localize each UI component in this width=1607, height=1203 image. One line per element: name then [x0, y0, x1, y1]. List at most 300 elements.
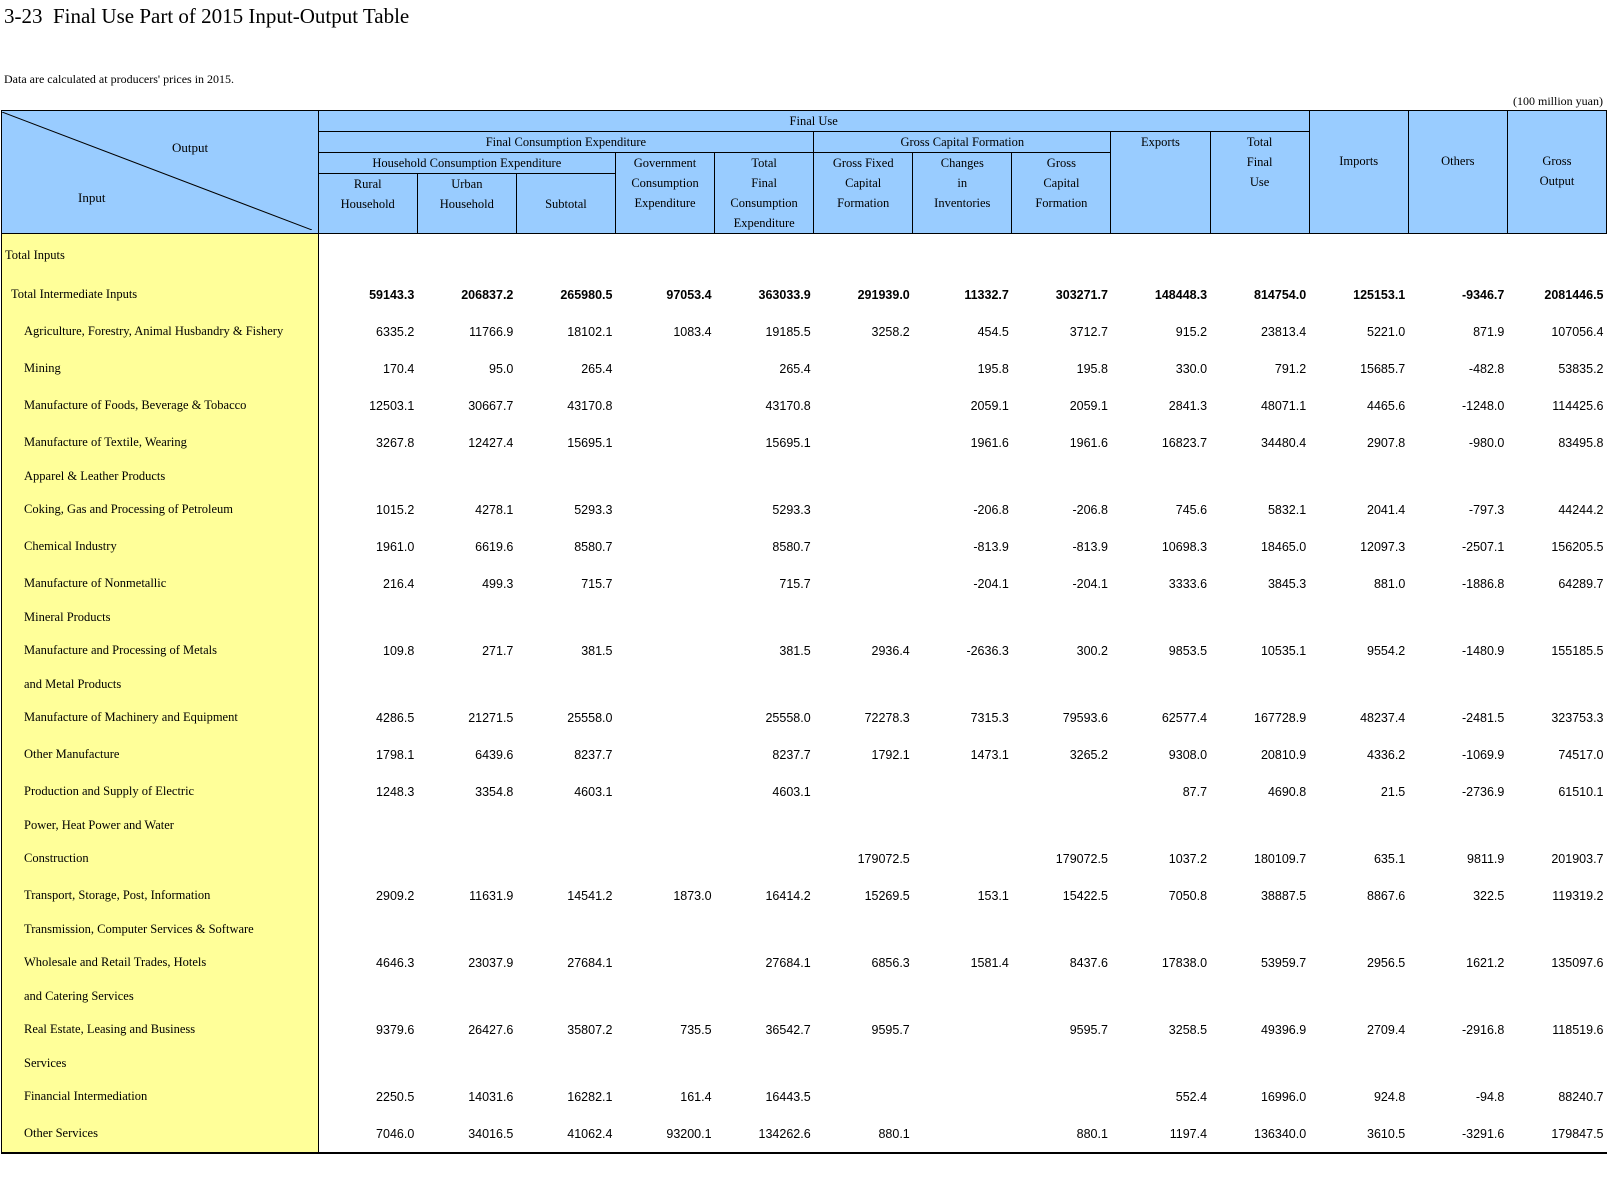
value-cell [913, 1115, 1012, 1153]
final-consumption-header: Final Consumption Expenditure [318, 132, 813, 153]
row-label: Transmission, Computer Services & Software [2, 914, 319, 944]
tfce-line-2: Final [751, 176, 777, 190]
value-cell [1309, 602, 1408, 632]
value-cell [1507, 810, 1606, 840]
value-cell: 265980.5 [560, 287, 613, 302]
value-cell [1309, 981, 1408, 1011]
value-cell: 18102.1 [567, 324, 613, 339]
value-cell [913, 1048, 1012, 1078]
value-cell [1408, 810, 1507, 840]
value-cell [516, 810, 615, 840]
value-cell [1111, 669, 1210, 699]
table-row [2, 1115, 1607, 1153]
exports-header: Exports [1111, 132, 1210, 234]
value-cell [1507, 669, 1606, 699]
value-cell [913, 914, 1012, 944]
value-cell: 10698.3 [1161, 539, 1208, 554]
unit-label: (100 million yuan) [1513, 94, 1603, 108]
value-cell: -797.3 [1468, 502, 1505, 517]
value-cell [814, 669, 913, 699]
value-cell: 12097.3 [1360, 539, 1406, 554]
row-label: Coking, Gas and Processing of Petroleum [2, 491, 319, 528]
value-cell: 119319.2 [1552, 888, 1604, 903]
table-row [2, 699, 1607, 736]
value-cell: 15422.5 [1062, 888, 1108, 903]
value-cell [1210, 669, 1309, 699]
value-cell: 25558.0 [567, 710, 613, 725]
value-cell [1111, 234, 1210, 277]
row-label: Mineral Products [2, 602, 319, 632]
urban-line-2: Household [439, 197, 494, 211]
value-cell: 11766.9 [469, 324, 514, 339]
row-label: Construction [2, 840, 319, 877]
value-cell: 6335.2 [376, 324, 415, 339]
table-row-continuation [2, 1048, 1607, 1078]
value-cell [1408, 602, 1507, 632]
value-cell: 265.4 [581, 361, 613, 376]
government-header [615, 153, 714, 234]
value-cell [1507, 461, 1606, 491]
table-row [2, 528, 1607, 565]
value-cell: 9379.6 [376, 1022, 415, 1037]
value-cell [516, 1048, 615, 1078]
value-cell: 499.3 [482, 576, 514, 591]
corner-header-cell [2, 111, 319, 234]
value-cell: 44244.2 [1558, 502, 1604, 517]
value-cell: 153.1 [977, 888, 1009, 903]
value-cell: 1581.4 [970, 955, 1009, 970]
gross-output-line-1: Gross [1542, 154, 1572, 168]
value-cell: -2481.5 [1461, 710, 1505, 725]
value-cell [913, 234, 1012, 277]
value-cell: 1621.2 [1466, 955, 1505, 970]
value-cell: 4336.2 [1367, 747, 1406, 762]
value-cell [1111, 602, 1210, 632]
value-cell: 2956.5 [1367, 955, 1406, 970]
value-cell: 4690.8 [1267, 784, 1307, 799]
ci-line-3: Inventories [934, 196, 991, 210]
value-cell [615, 699, 714, 736]
value-cell: 10535.1 [1260, 643, 1307, 658]
value-cell: -2736.9 [1461, 784, 1505, 799]
value-cell: 36542.7 [765, 1022, 811, 1037]
value-cell: 16443.5 [765, 1089, 811, 1104]
value-cell: 79593.6 [1062, 710, 1108, 725]
value-cell: 4278.1 [475, 502, 514, 517]
value-cell [318, 461, 417, 491]
value-cell: 3712.7 [1069, 324, 1108, 339]
table-row [2, 632, 1607, 669]
value-cell: 3354.8 [475, 784, 514, 799]
row-label: Production and Supply of Electric [2, 773, 319, 810]
value-cell: -1886.8 [1461, 576, 1505, 591]
value-cell [1210, 914, 1309, 944]
value-cell: 12503.1 [369, 398, 415, 413]
total-final-use-header [1210, 132, 1309, 234]
value-cell [814, 565, 913, 602]
imports-header: Imports [1309, 111, 1408, 234]
value-cell [715, 981, 814, 1011]
value-cell: 59143.3 [369, 287, 415, 302]
value-cell [417, 810, 516, 840]
value-cell: -206.8 [973, 502, 1009, 517]
value-cell: 43170.8 [567, 398, 613, 413]
value-cell: 48071.1 [1260, 398, 1307, 413]
value-cell: 134262.6 [715, 1115, 814, 1153]
value-cell [715, 840, 814, 877]
value-cell: 9595.7 [871, 1022, 910, 1037]
value-cell: 9811.9 [1467, 851, 1505, 866]
value-cell: 3258.2 [871, 324, 910, 339]
value-cell [814, 461, 913, 491]
value-cell [1210, 981, 1309, 1011]
value-cell: 300.2 [1076, 643, 1108, 658]
table-row [2, 387, 1607, 424]
value-cell [615, 632, 714, 669]
table-row [2, 773, 1607, 810]
value-cell [615, 914, 714, 944]
value-cell [615, 840, 714, 877]
value-cell [715, 810, 814, 840]
value-cell: 2250.5 [376, 1089, 415, 1104]
value-cell [814, 528, 913, 565]
tfu-line-1: Total [1246, 135, 1273, 149]
table-row [2, 944, 1607, 981]
output-label: Output [172, 140, 209, 155]
value-cell: 871.9 [1473, 324, 1505, 339]
table-row [2, 350, 1607, 387]
value-cell [1012, 810, 1111, 840]
table-row [2, 491, 1607, 528]
value-cell [1210, 810, 1309, 840]
value-cell: 2907.8 [1367, 435, 1406, 450]
diagonal-line [2, 112, 312, 230]
value-cell: 136340.0 [1210, 1115, 1309, 1153]
value-cell: 1961.0 [376, 539, 415, 554]
value-cell: 30667.7 [468, 398, 514, 413]
value-cell: 62577.4 [1161, 710, 1208, 725]
row-label: Other Services [2, 1115, 319, 1153]
value-cell: -482.8 [1468, 361, 1505, 376]
gcf-line-2: Capital [1043, 176, 1080, 190]
value-cell [814, 810, 913, 840]
value-cell: 5221.0 [1367, 324, 1406, 339]
value-cell [318, 602, 417, 632]
value-cell: 15269.5 [864, 888, 910, 903]
value-cell: 95.0 [489, 361, 514, 376]
value-cell [615, 810, 714, 840]
value-cell [615, 773, 714, 810]
value-cell: 3333.6 [1168, 576, 1208, 591]
row-label: and Catering Services [2, 981, 319, 1011]
value-cell: 2059.1 [970, 398, 1009, 413]
value-cell [1408, 461, 1507, 491]
value-cell: -980.0 [1468, 435, 1505, 450]
value-cell [1408, 669, 1507, 699]
value-cell: 25558.0 [765, 710, 811, 725]
value-cell: 881.0 [1373, 576, 1406, 591]
value-cell: 552.4 [1175, 1089, 1208, 1104]
tfu-line-2: Final [1246, 155, 1273, 169]
row-label: Manufacture of Nonmetallic [2, 565, 319, 602]
value-cell: 8237.7 [772, 747, 811, 762]
value-cell: 179847.5 [1507, 1115, 1606, 1153]
value-cell: 3610.5 [1309, 1115, 1408, 1153]
value-cell: 26427.6 [468, 1022, 514, 1037]
value-cell [318, 981, 417, 1011]
table-row-continuation [2, 981, 1607, 1011]
value-cell: 14541.2 [567, 888, 613, 903]
value-cell: 715.7 [581, 576, 613, 591]
tfu-line-3: Use [1249, 175, 1270, 189]
row-label: Services [2, 1048, 319, 1078]
value-cell [417, 234, 516, 277]
value-cell: -813.9 [1072, 539, 1108, 554]
value-cell: 8867.6 [1367, 888, 1406, 903]
value-cell: 53835.2 [1558, 361, 1604, 376]
value-cell: 330.0 [1175, 361, 1208, 376]
value-cell: 5832.1 [1267, 502, 1307, 517]
value-cell [1408, 1048, 1507, 1078]
value-cell: 322.5 [1473, 888, 1505, 903]
value-cell [1012, 234, 1111, 277]
input-output-table [1, 110, 1607, 1154]
urban-header [417, 174, 516, 234]
row-label: Manufacture of Textile, Wearing [2, 424, 319, 461]
value-cell [615, 602, 714, 632]
value-cell: 4646.3 [376, 955, 415, 970]
value-cell: 880.1 [814, 1115, 913, 1153]
value-cell: 11631.9 [469, 888, 514, 903]
value-cell: 107056.4 [1551, 324, 1604, 339]
value-cell [1210, 234, 1309, 277]
value-cell: 27684.1 [567, 955, 613, 970]
value-cell: 9554.2 [1367, 643, 1406, 658]
value-cell [1210, 1048, 1309, 1078]
value-cell: 2936.4 [871, 643, 910, 658]
value-cell: 2041.4 [1367, 502, 1406, 517]
value-cell: 118519.6 [1552, 1022, 1604, 1037]
value-cell: 38887.5 [1260, 888, 1307, 903]
table-row [2, 424, 1607, 461]
value-cell: 14031.6 [468, 1089, 514, 1104]
value-cell: 201903.7 [1551, 851, 1604, 866]
value-cell: -2507.1 [1461, 539, 1505, 554]
value-cell: 6439.6 [475, 747, 514, 762]
value-cell: 125153.1 [1353, 287, 1406, 302]
value-cell: -1069.9 [1461, 747, 1505, 762]
row-label: Transport, Storage, Post, Information [2, 877, 319, 914]
row-label: Total Inputs [2, 234, 319, 277]
gross-capital-header: Gross Capital Formation [814, 132, 1111, 153]
value-cell: 2709.4 [1367, 1022, 1406, 1037]
value-cell: 1961.6 [1069, 435, 1108, 450]
value-cell [318, 1048, 417, 1078]
gross-output-header [1507, 111, 1606, 234]
value-cell: 3845.3 [1267, 576, 1307, 591]
value-cell: 43170.8 [765, 398, 811, 413]
value-cell [1408, 981, 1507, 1011]
value-cell [1507, 602, 1606, 632]
table-row [2, 840, 1607, 877]
value-cell: 12427.4 [468, 435, 514, 450]
value-cell: 20810.9 [1260, 747, 1307, 762]
value-cell [417, 840, 516, 877]
value-cell: 17838.0 [1161, 955, 1208, 970]
value-cell: 18465.0 [1260, 539, 1307, 554]
rural-header [318, 174, 417, 234]
value-cell: 4286.5 [376, 710, 415, 725]
table-row-continuation [2, 602, 1607, 632]
tfce-line-3: Consumption [730, 196, 798, 210]
ci-line-2: in [957, 176, 968, 190]
value-cell [913, 810, 1012, 840]
value-cell: 23813.4 [1260, 324, 1307, 339]
value-cell [715, 669, 814, 699]
value-cell [715, 461, 814, 491]
value-cell: 735.5 [680, 1022, 712, 1037]
value-cell: 15695.1 [567, 435, 613, 450]
value-cell [516, 602, 615, 632]
value-cell [913, 602, 1012, 632]
value-cell [913, 669, 1012, 699]
table-row [2, 877, 1607, 914]
value-cell [1309, 461, 1408, 491]
gov-line-1: Government [633, 156, 697, 170]
gfcf-line-3: Formation [837, 196, 890, 210]
value-cell: 1792.1 [871, 747, 910, 762]
value-cell [615, 944, 714, 981]
value-cell: 15695.1 [765, 435, 811, 450]
value-cell [417, 602, 516, 632]
value-cell: 61510.1 [1558, 784, 1604, 799]
value-cell [615, 424, 714, 461]
value-cell [1012, 602, 1111, 632]
gfcf-line-2: Capital [845, 176, 882, 190]
value-cell [814, 350, 913, 387]
value-cell: 2059.1 [1069, 398, 1108, 413]
table-row [2, 736, 1607, 773]
gov-line-3: Expenditure [634, 196, 696, 210]
value-cell: 34480.4 [1260, 435, 1307, 450]
value-cell: 1961.6 [970, 435, 1009, 450]
value-cell [417, 914, 516, 944]
row-label: Power, Heat Power and Water [2, 810, 319, 840]
urban-line-1: Urban [451, 177, 483, 191]
value-cell: 15685.7 [1360, 361, 1406, 376]
value-cell [1012, 1078, 1111, 1115]
value-cell: 216.4 [383, 576, 415, 591]
value-cell: 3258.5 [1168, 1022, 1208, 1037]
table-row [2, 1078, 1607, 1115]
value-cell [1111, 1048, 1210, 1078]
value-cell [1012, 981, 1111, 1011]
value-cell: 167728.9 [1254, 710, 1307, 725]
value-cell: 41062.4 [516, 1115, 615, 1153]
value-cell [715, 914, 814, 944]
value-cell [615, 1048, 714, 1078]
subtotal-header: Subtotal [516, 174, 615, 234]
input-label: Input [78, 190, 106, 205]
value-cell [814, 1078, 913, 1115]
value-cell [1012, 773, 1111, 810]
value-cell [814, 1048, 913, 1078]
value-cell [1012, 914, 1111, 944]
value-cell: -204.1 [973, 576, 1009, 591]
value-cell [1012, 1048, 1111, 1078]
value-cell [1012, 461, 1111, 491]
value-cell [1309, 810, 1408, 840]
value-cell [1111, 810, 1210, 840]
value-cell: 179072.5 [1055, 851, 1108, 866]
value-cell: 97053.4 [666, 287, 712, 302]
value-cell: 74517.0 [1558, 747, 1604, 762]
value-cell: 27684.1 [765, 955, 811, 970]
table-header [2, 111, 1607, 234]
value-cell: 180109.7 [1254, 851, 1307, 866]
row-label: Agriculture, Forestry, Animal Husbandry & Fishery [2, 313, 319, 350]
value-cell: 291939.0 [857, 287, 910, 302]
value-cell [318, 234, 417, 277]
table-row [2, 1011, 1607, 1048]
value-cell [1111, 981, 1210, 1011]
value-cell: 454.5 [977, 324, 1009, 339]
price-note: Data are calculated at producers' prices in 2015. [4, 72, 235, 86]
value-cell: 23037.9 [468, 955, 514, 970]
ci-line-1: Changes [940, 156, 984, 170]
value-cell [318, 810, 417, 840]
value-cell: 4465.6 [1367, 398, 1406, 413]
value-cell [1210, 461, 1309, 491]
value-cell: 83495.8 [1558, 435, 1604, 450]
value-cell: 381.5 [779, 643, 811, 658]
value-cell [516, 840, 615, 877]
value-cell: 4603.1 [574, 784, 613, 799]
value-cell: 5293.3 [772, 502, 811, 517]
value-cell [615, 528, 714, 565]
value-cell [913, 840, 1012, 877]
value-cell: 16996.0 [1260, 1089, 1307, 1104]
value-cell [814, 981, 913, 1011]
value-cell [417, 461, 516, 491]
table-row-continuation [2, 810, 1607, 840]
value-cell [615, 491, 714, 528]
gross-output-line-2: Output [1539, 174, 1575, 188]
rural-line-1: Rural [353, 177, 382, 191]
value-cell: 1248.3 [376, 784, 415, 799]
others-header: Others [1408, 111, 1507, 234]
value-cell [318, 669, 417, 699]
value-cell: -2636.3 [966, 643, 1009, 658]
value-cell [417, 669, 516, 699]
value-cell [1309, 669, 1408, 699]
value-cell [516, 981, 615, 1011]
table-row-continuation [2, 914, 1607, 944]
value-cell [1309, 1048, 1408, 1078]
value-cell: 114425.6 [1552, 398, 1604, 413]
value-cell [615, 981, 714, 1011]
value-cell [1309, 914, 1408, 944]
value-cell [318, 914, 417, 944]
value-cell: 1197.4 [1111, 1115, 1210, 1153]
value-cell [913, 981, 1012, 1011]
gfcf-header [814, 153, 913, 234]
value-cell [516, 461, 615, 491]
total-fce-header [715, 153, 814, 234]
value-cell: 72278.3 [864, 710, 910, 725]
rural-line-2: Household [340, 197, 395, 211]
row-label: Other Manufacture [2, 736, 319, 773]
